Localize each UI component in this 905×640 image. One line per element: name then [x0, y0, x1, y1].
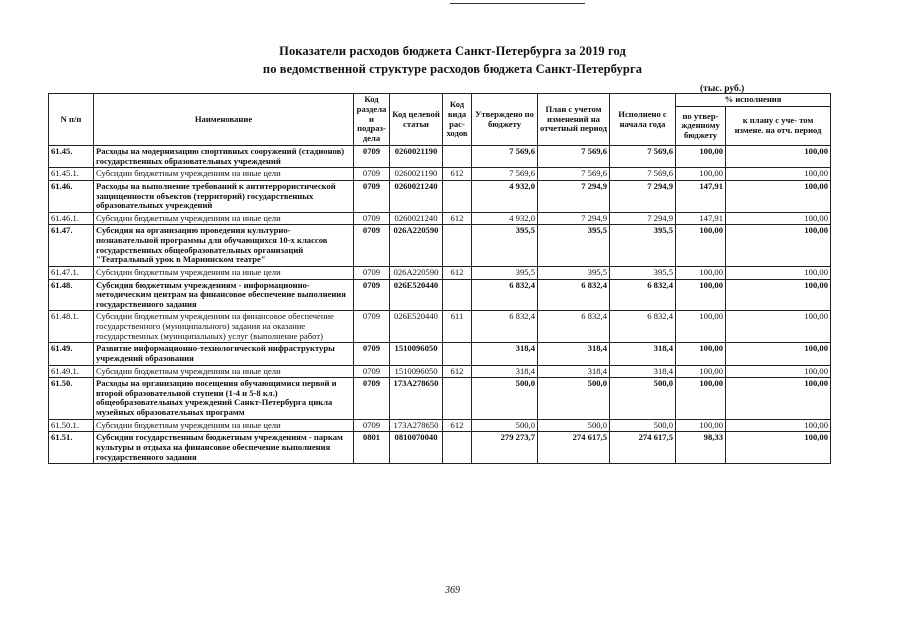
- cell-pct-budget: 147,91: [676, 212, 726, 225]
- cell-approved: 395,5: [472, 266, 538, 279]
- cell-pct-budget: 147,91: [676, 180, 726, 212]
- cell-executed: 7 569,6: [610, 146, 676, 168]
- cell-num: 61.47.: [49, 225, 94, 267]
- table-row: [49, 365, 831, 378]
- cell-approved: 395,5: [472, 225, 538, 267]
- cell-pct-budget: 100,00: [676, 266, 726, 279]
- cell-approved: 6 832,4: [472, 311, 538, 343]
- cell-approved: 500,0: [472, 419, 538, 432]
- cell-pct-plan: 100,00: [726, 212, 831, 225]
- cell-target-code: 026E520440: [390, 311, 443, 343]
- cell-pct-plan: 100,00: [726, 378, 831, 420]
- cell-executed: 6 832,4: [610, 279, 676, 311]
- cell-name: Субсидии бюджетным учреждениям на иные цели: [94, 266, 354, 279]
- cell-executed: 6 832,4: [610, 311, 676, 343]
- cell-section-code: 0709: [354, 180, 390, 212]
- cell-pct-budget: 100,00: [676, 225, 726, 267]
- cell-kind-code: 612: [443, 212, 472, 225]
- doc-subtitle: по ведомственной структуре расходов бюджета Санкт-Петербурга: [262, 62, 643, 76]
- cell-pct-budget: 100,00: [676, 365, 726, 378]
- header-target-code: Код целевой статьи: [390, 94, 443, 146]
- cell-kind-code: [443, 343, 472, 365]
- cell-section-code: 0709: [354, 378, 390, 420]
- table-row: [49, 180, 831, 212]
- cell-pct-budget: 100,00: [676, 343, 726, 365]
- cell-plan: 395,5: [538, 266, 610, 279]
- cell-target-code: 0260021240: [390, 180, 443, 212]
- cell-plan: 6 832,4: [538, 311, 610, 343]
- cell-section-code: 0801: [354, 432, 390, 464]
- table-row: [49, 419, 831, 432]
- cell-target-code: 026A220590: [390, 266, 443, 279]
- cell-executed: 7 294,9: [610, 180, 676, 212]
- cell-section-code: 0709: [354, 365, 390, 378]
- cell-executed: 500,0: [610, 378, 676, 420]
- cell-executed: 7 294,9: [610, 212, 676, 225]
- cell-kind-code: [443, 146, 472, 168]
- cell-pct-budget: 98,33: [676, 432, 726, 464]
- header-pct-plan: к плану с уче- том измене. на отч. период: [726, 107, 831, 146]
- table-row: [49, 279, 831, 311]
- cell-target-code: 026E520440: [390, 279, 443, 311]
- cell-executed: 274 617,5: [610, 432, 676, 464]
- cell-section-code: 0709: [354, 225, 390, 267]
- cell-executed: 395,5: [610, 266, 676, 279]
- cell-name: Субсидии бюджетным учреждениям на иные цели: [94, 212, 354, 225]
- cell-pct-plan: 100,00: [726, 225, 831, 267]
- cell-pct-budget: 100,00: [676, 279, 726, 311]
- top-rule: [450, 3, 585, 4]
- header-section-code: Код раздела и подраз- дела: [354, 94, 390, 146]
- cell-num: 61.47.1.: [49, 266, 94, 279]
- cell-section-code: 0709: [354, 168, 390, 181]
- cell-plan: 318,4: [538, 343, 610, 365]
- cell-kind-code: [443, 279, 472, 311]
- cell-executed: 7 569,6: [610, 168, 676, 181]
- cell-name: Расходы на выполнение требований к антитеррористической защищенности объектов (территорий) государственных образовательных учреждений: [94, 180, 354, 212]
- cell-plan: 7 569,6: [538, 168, 610, 181]
- cell-name: Расходы на организацию посещения обучающимися первой и второй образовательной ступени (1-4 и 5-8 кл.) общеобразовательных учреждений Санкт-Петербурга цикла музейных образовательных программ: [94, 378, 354, 420]
- cell-plan: 318,4: [538, 365, 610, 378]
- header-plan: План с учетом изменений на отчетный период: [538, 94, 610, 146]
- cell-pct-plan: 100,00: [726, 311, 831, 343]
- header-executed: Исполнено с начала года: [610, 94, 676, 146]
- cell-section-code: 0709: [354, 146, 390, 168]
- cell-approved: 4 932,0: [472, 212, 538, 225]
- cell-name: Субсидия бюджетным учреждениям - информационно-методическим центрам на финансовое обеспечение выполнения государственного задания: [94, 279, 354, 311]
- cell-pct-plan: 100,00: [726, 279, 831, 311]
- cell-num: 61.51.: [49, 432, 94, 464]
- cell-name: Субсидии бюджетным учреждениям на иные цели: [94, 419, 354, 432]
- header-pct-group: % исполнения: [676, 94, 831, 107]
- table-row: [49, 146, 831, 168]
- cell-target-code: 1510096050: [390, 365, 443, 378]
- doc-title: Показатели расходов бюджета Санкт-Петербурга за 2019 год: [279, 44, 626, 58]
- cell-section-code: 0709: [354, 279, 390, 311]
- cell-num: 61.45.: [49, 146, 94, 168]
- cell-approved: 7 569,6: [472, 146, 538, 168]
- cell-num: 61.45.1.: [49, 168, 94, 181]
- header-kind-code: Код вида рас- ходов: [443, 94, 472, 146]
- cell-num: 61.48.: [49, 279, 94, 311]
- cell-section-code: 0709: [354, 266, 390, 279]
- table-row: [49, 432, 831, 464]
- cell-pct-plan: 100,00: [726, 432, 831, 464]
- units-label: (тыс. руб.): [700, 84, 745, 94]
- cell-pct-plan: 100,00: [726, 146, 831, 168]
- cell-target-code: 173A278650: [390, 378, 443, 420]
- cell-num: 61.46.: [49, 180, 94, 212]
- cell-num: 61.49.: [49, 343, 94, 365]
- cell-num: 61.50.1.: [49, 419, 94, 432]
- table-row: [49, 225, 831, 267]
- cell-num: 61.49.1.: [49, 365, 94, 378]
- cell-target-code: 0810070040: [390, 432, 443, 464]
- header-num: N п/п: [49, 94, 94, 146]
- cell-target-code: 1510096050: [390, 343, 443, 365]
- cell-pct-budget: 100,00: [676, 311, 726, 343]
- cell-name: Субсидии бюджетным учреждениям на иные цели: [94, 365, 354, 378]
- cell-target-code: 0260021190: [390, 146, 443, 168]
- cell-num: 61.50.: [49, 378, 94, 420]
- expenditure-table: [48, 93, 831, 464]
- cell-section-code: 0709: [354, 311, 390, 343]
- cell-name: Субсидии бюджетным учреждениям на финансовое обеспечение государственного (муниципального) задания на оказание государственных (муниципальных) услуг (выполнение работ): [94, 311, 354, 343]
- cell-pct-plan: 100,00: [726, 365, 831, 378]
- cell-approved: 6 832,4: [472, 279, 538, 311]
- cell-plan: 500,0: [538, 378, 610, 420]
- cell-name: Расходы на модернизацию спортивных сооружений (стадионов) государственных образовательных учреждений: [94, 146, 354, 168]
- cell-pct-plan: 100,00: [726, 266, 831, 279]
- cell-name: Субсидии бюджетным учреждениям на иные цели: [94, 168, 354, 181]
- table-body: [49, 146, 831, 464]
- cell-approved: 279 273,7: [472, 432, 538, 464]
- cell-name: Развитие информационно-технологической инфраструктуры учреждений образования: [94, 343, 354, 365]
- cell-section-code: 0709: [354, 343, 390, 365]
- table-row: [49, 343, 831, 365]
- cell-section-code: 0709: [354, 419, 390, 432]
- cell-plan: 274 617,5: [538, 432, 610, 464]
- cell-pct-budget: 100,00: [676, 146, 726, 168]
- cell-executed: 318,4: [610, 343, 676, 365]
- table-row: [49, 266, 831, 279]
- cell-kind-code: 611: [443, 311, 472, 343]
- cell-pct-plan: 100,00: [726, 168, 831, 181]
- cell-approved: 4 932,0: [472, 180, 538, 212]
- cell-target-code: 026A220590: [390, 225, 443, 267]
- cell-kind-code: [443, 180, 472, 212]
- cell-plan: 7 294,9: [538, 212, 610, 225]
- cell-kind-code: [443, 225, 472, 267]
- cell-pct-plan: 100,00: [726, 419, 831, 432]
- header-name: Наименование: [94, 94, 354, 146]
- cell-target-code: 0260021240: [390, 212, 443, 225]
- cell-plan: 500,0: [538, 419, 610, 432]
- cell-kind-code: [443, 378, 472, 420]
- cell-section-code: 0709: [354, 212, 390, 225]
- cell-pct-budget: 100,00: [676, 419, 726, 432]
- table-row: [49, 311, 831, 343]
- cell-target-code: 173A278650: [390, 419, 443, 432]
- cell-pct-plan: 100,00: [726, 180, 831, 212]
- header-approved: Утверждено по бюджету: [472, 94, 538, 146]
- cell-approved: 318,4: [472, 343, 538, 365]
- cell-num: 61.46.1.: [49, 212, 94, 225]
- cell-plan: 6 832,4: [538, 279, 610, 311]
- cell-name: Субсидия на организацию проведения культурно-познавательной программы для обучающихся 10-х классов государственных общеобразовательных организаций "Театральный урок в Мариинском театре": [94, 225, 354, 267]
- cell-pct-budget: 100,00: [676, 168, 726, 181]
- cell-target-code: 0260021190: [390, 168, 443, 181]
- cell-executed: 318,4: [610, 365, 676, 378]
- cell-executed: 395,5: [610, 225, 676, 267]
- cell-executed: 500,0: [610, 419, 676, 432]
- table-row: [49, 378, 831, 420]
- cell-kind-code: 612: [443, 419, 472, 432]
- cell-approved: 7 569,6: [472, 168, 538, 181]
- page-number: 369: [445, 585, 460, 596]
- cell-kind-code: 612: [443, 266, 472, 279]
- cell-pct-plan: 100,00: [726, 343, 831, 365]
- table-row: [49, 168, 831, 181]
- cell-pct-budget: 100,00: [676, 378, 726, 420]
- cell-kind-code: [443, 432, 472, 464]
- cell-num: 61.48.1.: [49, 311, 94, 343]
- cell-plan: 395,5: [538, 225, 610, 267]
- cell-kind-code: 612: [443, 365, 472, 378]
- cell-plan: 7 569,6: [538, 146, 610, 168]
- table-row: [49, 212, 831, 225]
- cell-name: Субсидии государственным бюджетным учреждениям - паркам культуры и отдыха на финансовое обеспечение выполнения государственного задания: [94, 432, 354, 464]
- cell-approved: 500,0: [472, 378, 538, 420]
- table-header: [49, 94, 831, 146]
- header-pct-budget: по утвер- жденному бюджету: [676, 107, 726, 146]
- cell-approved: 318,4: [472, 365, 538, 378]
- cell-plan: 7 294,9: [538, 180, 610, 212]
- cell-kind-code: 612: [443, 168, 472, 181]
